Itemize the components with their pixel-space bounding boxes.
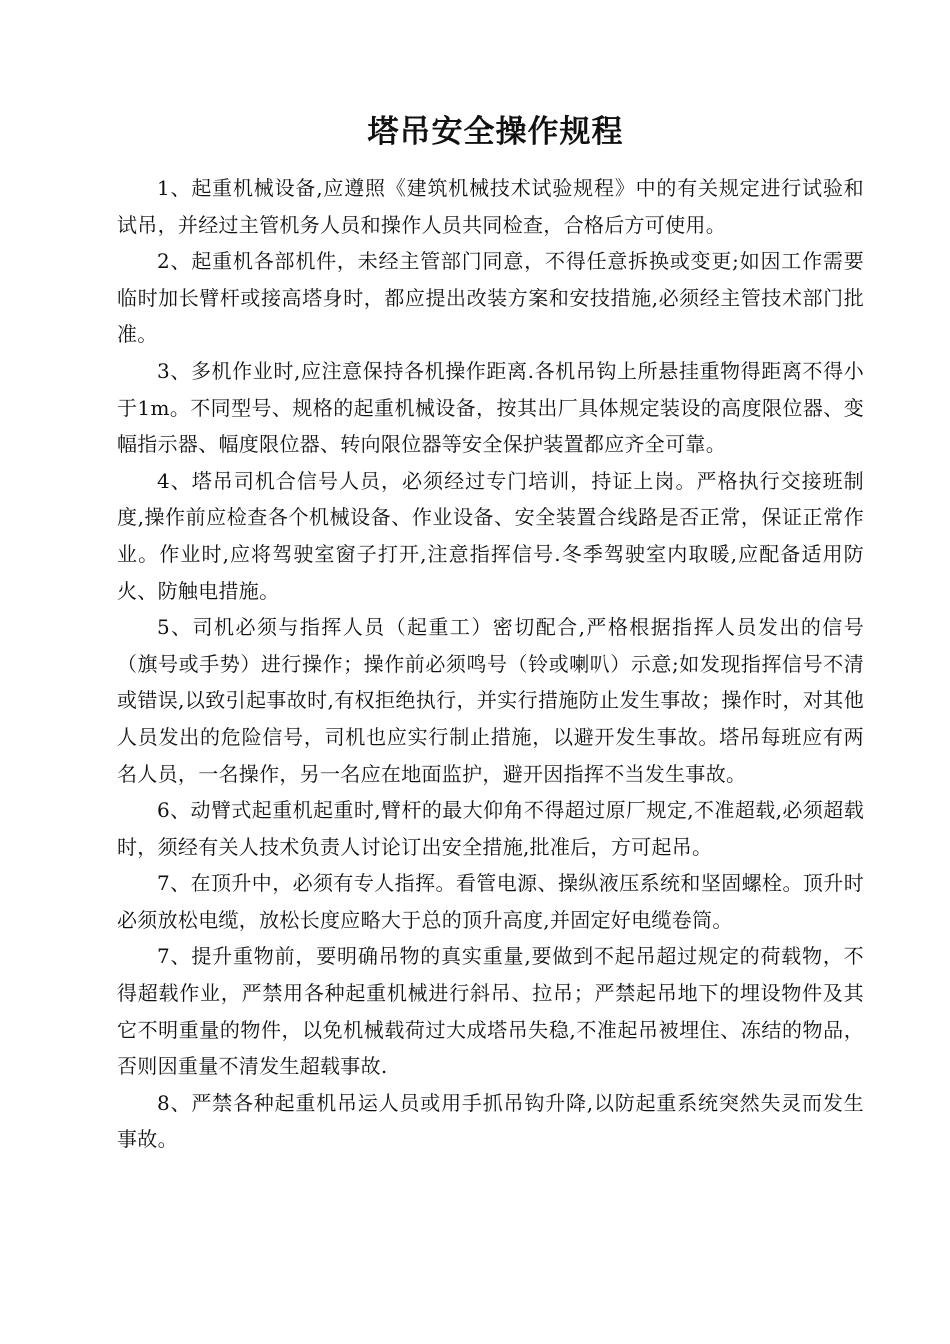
- rule-paragraph-2: 2、起重机各部机件，未经主管部门同意，不得任意拆换或变更;如因工作需要临时加长臂杆或接高塔身时，都应提出改装方案和安技措施,必须经主管技术部门批准。: [117, 249, 864, 347]
- rule-paragraph-8: 8、严禁各种起重机吊运人员或用手抓吊钩升降,以防起重系统突然失灵而发生事故。: [117, 1090, 864, 1152]
- document-title: 塔吊安全操作规程: [367, 114, 624, 150]
- rule-paragraph-3: 3、多机作业时,应注意保持各机操作距离.各机吊钩上所悬挂重物得距离不得小于1m。不同型号、规格的起重机械设备，按其出厂具体规定装设的高度限位器、变幅指示器、幅度限位器、转向限位器等安全保护装置都应齐全可靠。: [117, 358, 864, 457]
- rule-paragraph-4: 4、塔吊司机合信号人员，必须经过专门培训，持证上岗。严格执行交接班制度,操作前应检查各个机械设备、作业设备、安全装置合线路是否正常，保证正常作业。作业时,应将驾驶室窗子打开,注意指挥信号.冬季驾驶室内取暖,应配备适用防火、防触电措施。: [117, 468, 864, 603]
- rule-paragraph-6: 6、动臂式起重机起重时,臂杆的最大仰角不得超过原厂规定,不准超载,必须超载时，须经有关人技术负责人讨论订出安全措施,批准后，方可起吊。: [117, 798, 864, 859]
- rule-paragraph-7a: 7、在顶升中，必须有专人指挥。看管电源、操纵液压系统和坚固螺栓。顶升时必须放松电缆，放松长度应略大于总的顶升高度,并固定好电缆卷筒。: [117, 871, 864, 932]
- rule-paragraph-1: 1、起重机械设备,应遵照《建筑机械技术试验规程》中的有关规定进行试验和试吊，并经过主管机务人员和操作人员共同检查，合格后方可使用。: [117, 176, 864, 237]
- rule-paragraph-5: 5、司机必须与指挥人员（起重工）密切配合,严格根据指挥人员发出的信号（旗号或手势）进行操作；操作前必须鸣号（铃或喇叭）示意;如发现指挥信号不清或错误,以致引起事故时,有权拒绝执行，并实行措施防止发生事故；操作时，对其他人员发出的危险信号，司机也应实行制止措施，以避开发生事故。塔吊每班应有两名人员，一名操作，另一名应在地面监护，避开因指挥不当发生事故。: [117, 615, 864, 786]
- rule-paragraph-7b: 7、提升重物前，要明确吊物的真实重量,要做到不起吊超过规定的荷载物，不得超载作业，严禁用各种起重机械进行斜吊、拉吊；严禁起吊地下的埋设物件及其它不明重量的物件，以免机械载荷过大成塔吊失稳,不准起吊被埋住、冻结的物品，否则因重量不清发生超载事故.: [117, 944, 864, 1079]
